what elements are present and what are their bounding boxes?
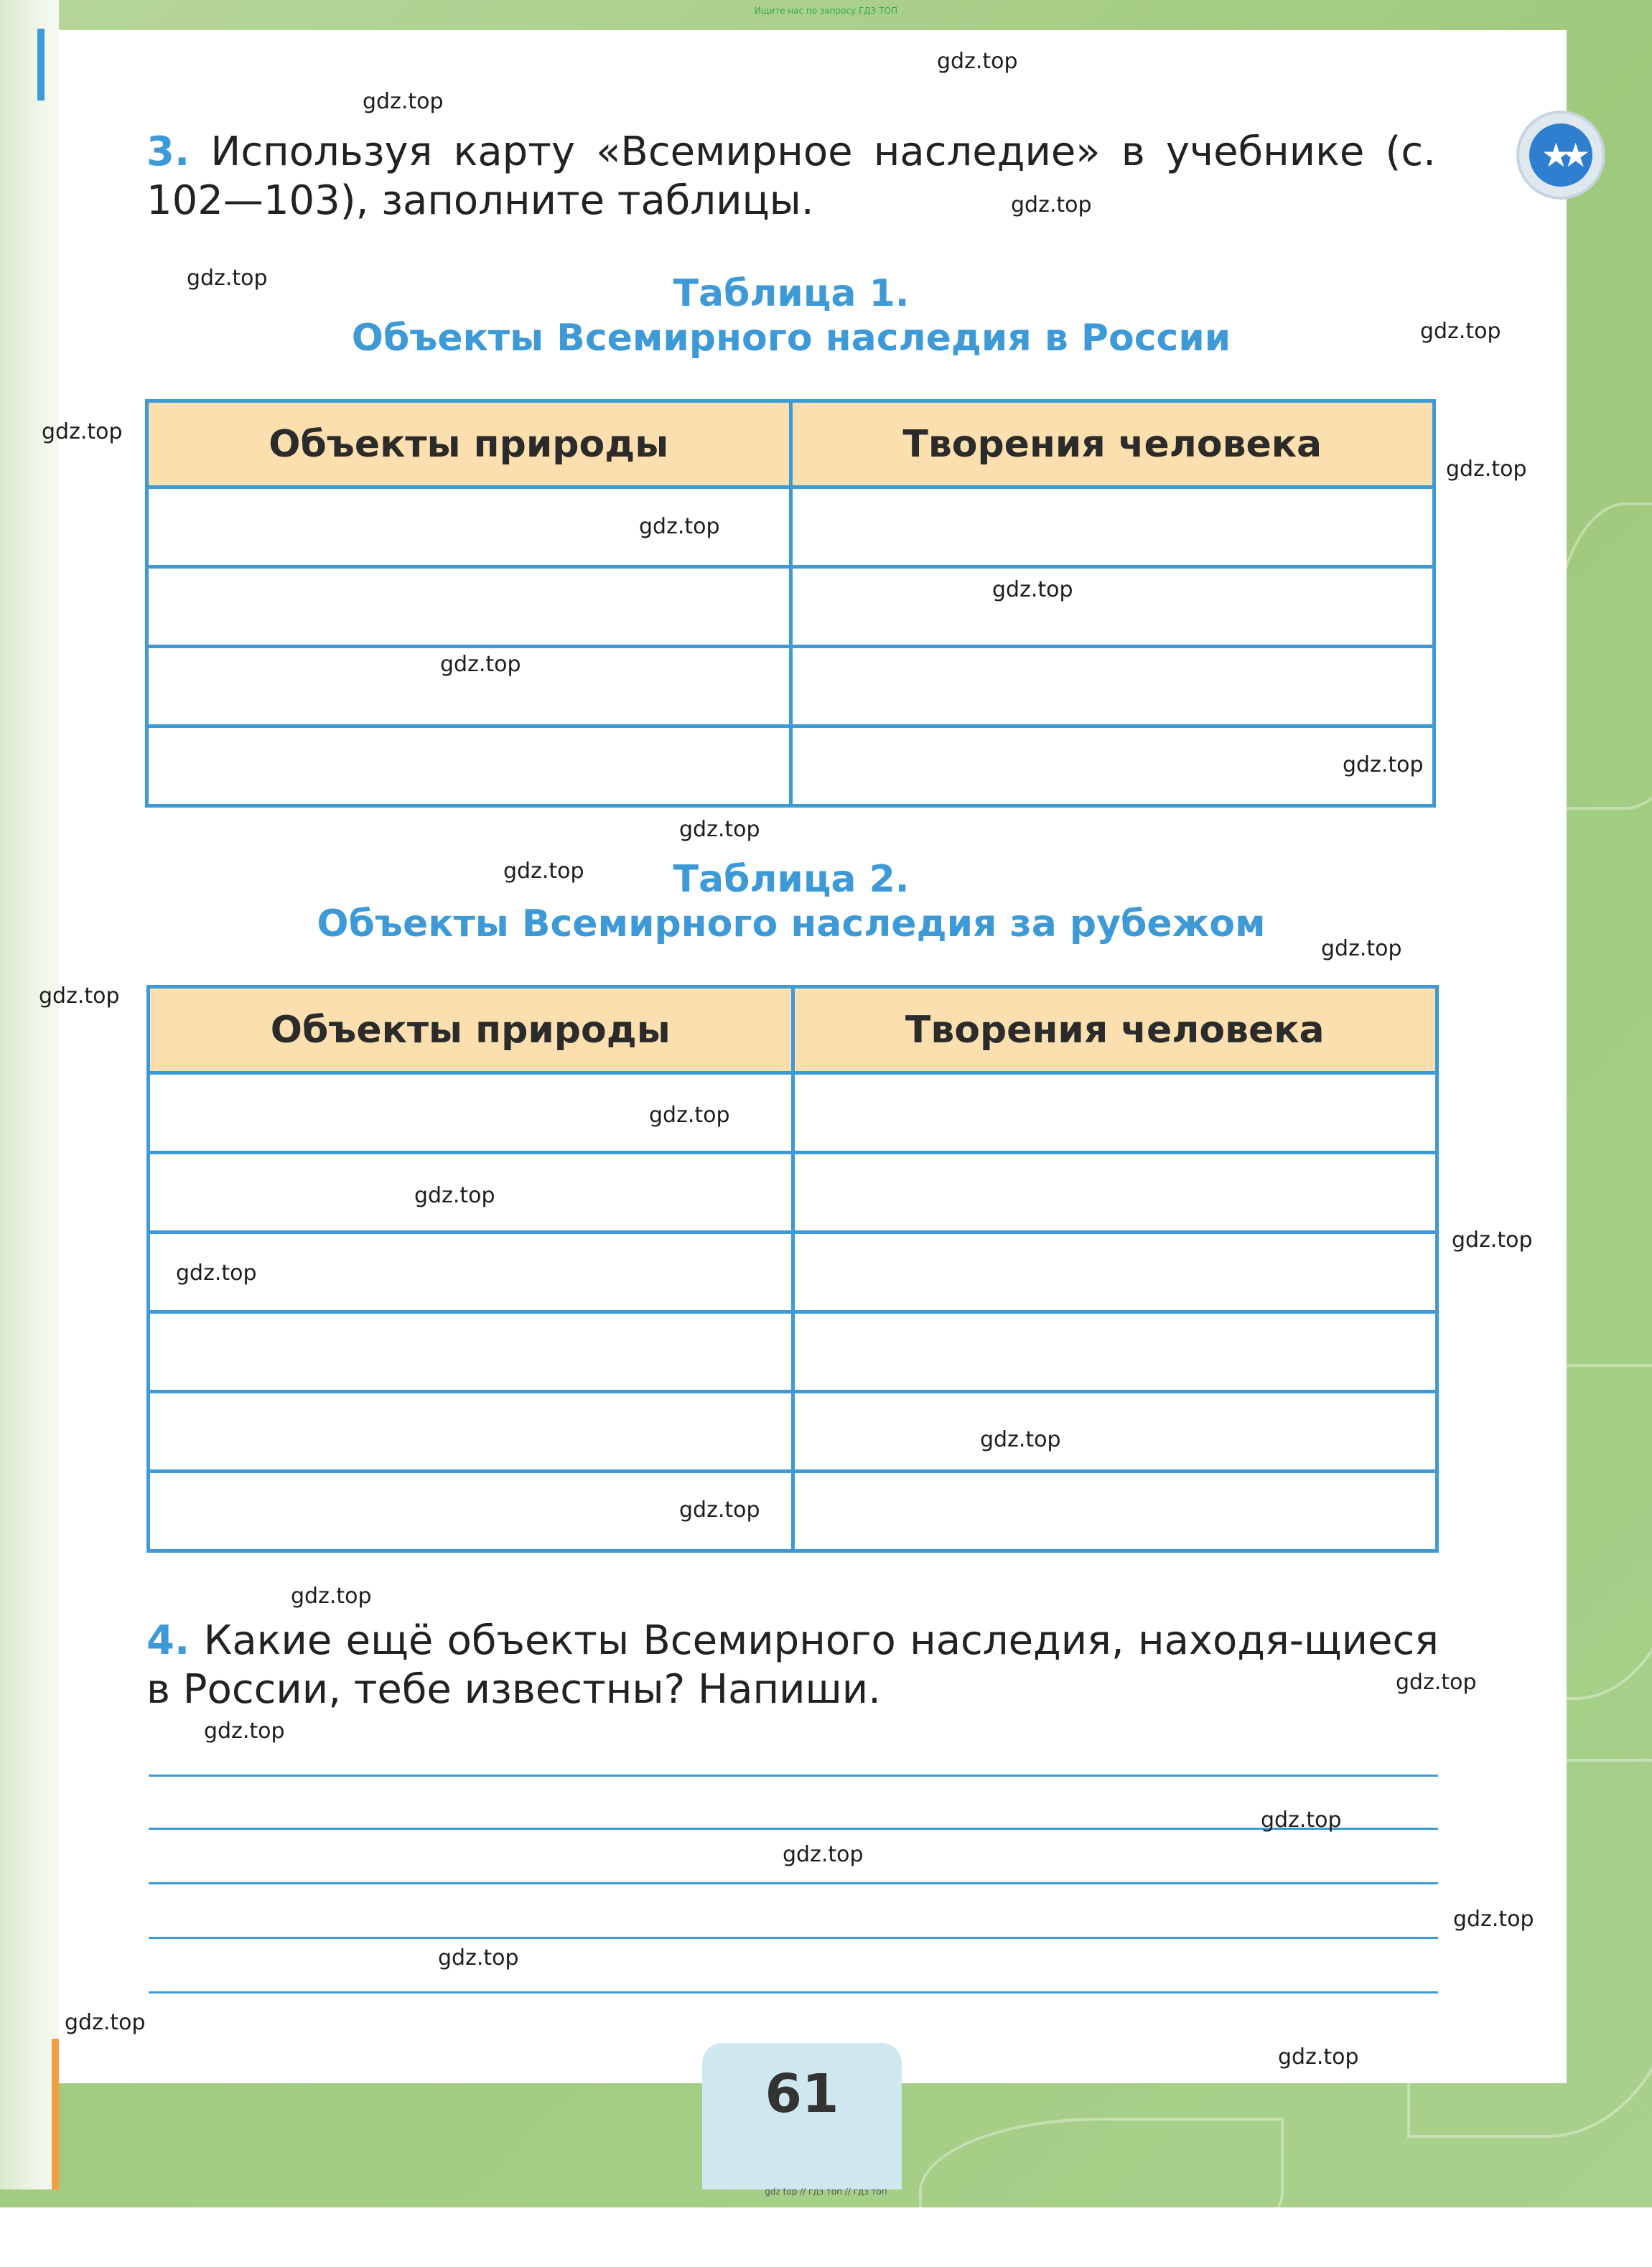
task-text: Используя карту «Всемирное наследие» в учебнике (с. 102—103), заполните таблицы. <box>146 128 1436 224</box>
watermark: gdz.top <box>1343 752 1424 777</box>
table-cell[interactable] <box>793 1233 1437 1312</box>
watermark: gdz.top <box>65 2010 146 2035</box>
watermark: gdz.top <box>679 817 760 842</box>
spine-marker <box>37 29 45 101</box>
table-cell[interactable] <box>149 1392 793 1472</box>
table-row <box>149 1153 1437 1233</box>
task-text: Какие ещё объекты Всемирного наследия, находя-щиеся в России, тебе известны? Напиши. <box>146 1617 1439 1713</box>
watermark: gdz.top <box>503 859 584 884</box>
table-row <box>149 1312 1437 1392</box>
table-row <box>147 487 1434 567</box>
watermark: gdz.top <box>980 1427 1061 1452</box>
table-header-row <box>149 987 1437 1073</box>
watermark: gdz.top <box>1261 1808 1342 1833</box>
table-cell[interactable] <box>790 487 1434 567</box>
watermark: gdz.top <box>363 89 444 114</box>
watermark: gdz.top <box>1420 319 1501 344</box>
writing-line[interactable] <box>149 1775 1438 1777</box>
table-2-subtitle: Объекты Всемирного наследия за рубежом <box>317 902 1266 945</box>
table-cell[interactable] <box>790 726 1434 806</box>
watermark: gdz.top <box>679 1497 760 1523</box>
column-header-man-made: Творения человека <box>790 401 1434 487</box>
task-number: 3. <box>146 128 190 175</box>
page-number: 61 <box>765 2063 839 2125</box>
task-number: 4. <box>146 1617 190 1664</box>
watermark: gdz.top <box>204 1719 285 1744</box>
table-row <box>147 567 1434 647</box>
header-text: Ищите нас по запросу ГДЗ ТОП <box>755 6 897 16</box>
watermark: gdz.top <box>1452 1228 1533 1253</box>
watermark: gdz.top <box>440 652 521 677</box>
watermark: gdz.top <box>291 1584 372 1609</box>
task-3 <box>146 128 1436 225</box>
table-2 <box>146 985 1439 1553</box>
table-1-title: Таблица 1. <box>673 272 910 315</box>
table-header-row <box>147 401 1434 487</box>
stars-icon: ★★ <box>1529 123 1592 187</box>
table-row <box>149 1392 1437 1472</box>
watermark: gdz.top <box>1321 936 1402 961</box>
watermark: gdz.top <box>1446 457 1527 482</box>
watermark: gdz.top <box>992 577 1073 602</box>
table-cell[interactable] <box>147 567 791 647</box>
footer-text: gdz top // гдз топ // гдз топ <box>765 2187 887 2197</box>
table-cell[interactable] <box>790 647 1434 726</box>
table-row <box>149 1233 1437 1312</box>
watermark: gdz.top <box>639 514 720 539</box>
table-row <box>147 647 1434 726</box>
writing-line[interactable] <box>149 1882 1438 1884</box>
watermark: gdz.top <box>414 1183 495 1208</box>
watermark: gdz.top <box>438 1945 519 1971</box>
table-cell[interactable] <box>147 726 791 806</box>
spine-marker <box>52 2039 59 2189</box>
column-header-nature: Объекты природы <box>149 987 793 1073</box>
stars-badge <box>1516 111 1605 200</box>
table-cell[interactable] <box>793 1472 1437 1551</box>
task-4 <box>146 1617 1439 1714</box>
watermark: gdz.top <box>1011 192 1092 218</box>
table-cell[interactable] <box>790 567 1434 647</box>
book-spine <box>0 0 59 2189</box>
table-cell[interactable] <box>793 1153 1437 1233</box>
page-number-tab <box>702 2043 902 2189</box>
table-row <box>149 1472 1437 1551</box>
column-header-nature: Объекты природы <box>147 401 791 487</box>
table-1-subtitle: Объекты Всемирного наследия в России <box>351 317 1231 360</box>
table-2-title: Таблица 2. <box>673 858 910 901</box>
watermark: gdz.top <box>42 419 123 444</box>
column-header-man-made: Творения человека <box>793 987 1437 1073</box>
watermark: gdz.top <box>187 266 268 291</box>
table-cell[interactable] <box>793 1392 1437 1472</box>
table-row <box>149 1073 1437 1153</box>
writing-line[interactable] <box>149 1828 1438 1830</box>
watermark: gdz.top <box>1278 2044 1359 2070</box>
watermark: gdz.top <box>937 49 1018 74</box>
writing-line[interactable] <box>149 1937 1438 1939</box>
watermark: gdz.top <box>176 1261 257 1286</box>
table-cell[interactable] <box>793 1073 1437 1153</box>
watermark: gdz.top <box>649 1103 730 1128</box>
watermark: gdz.top <box>1396 1670 1477 1695</box>
table-1 <box>145 399 1436 808</box>
watermark: gdz.top <box>1453 1907 1534 1932</box>
table-cell[interactable] <box>793 1312 1437 1392</box>
table-cell[interactable] <box>149 1312 793 1392</box>
table-row <box>147 726 1434 806</box>
writing-line[interactable] <box>149 1991 1438 1993</box>
watermark: gdz.top <box>783 1842 864 1867</box>
watermark: gdz.top <box>39 983 120 1009</box>
